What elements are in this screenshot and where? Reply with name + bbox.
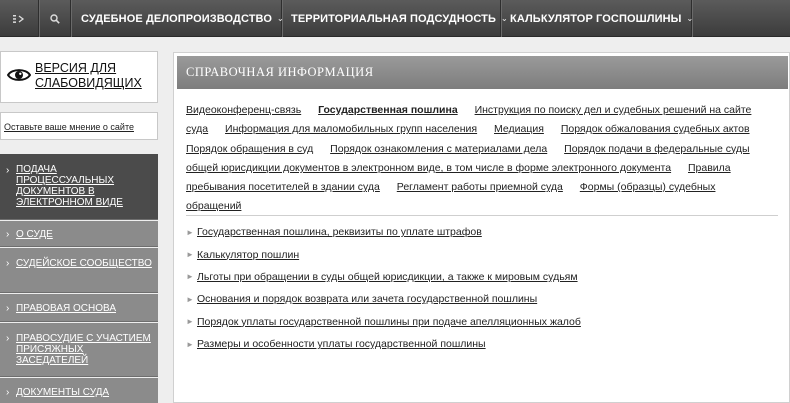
list-item <box>186 221 778 243</box>
top-navigation-bar <box>0 0 790 37</box>
document-link[interactable]: Порядок уплаты государственной пошлины при подаче апелляционных жалоб <box>197 315 581 328</box>
tag-cloud <box>186 101 776 217</box>
chevron-right-icon: › <box>6 387 10 398</box>
search-icon[interactable] <box>40 0 71 37</box>
tag-link[interactable]: Регламент работы приемной суда <box>396 181 563 194</box>
tag-link-active[interactable]: Государственная пошлина <box>318 104 458 116</box>
nav-court-proceedings-label: СУДЕБНОЕ ДЕЛОПРОИЗВОДСТВО <box>81 12 272 25</box>
triangle-bullet-icon: ► <box>186 250 194 260</box>
menu-toggle-icon-glyph <box>13 15 25 23</box>
chevron-down-icon: ⌄ <box>501 14 508 23</box>
triangle-bullet-icon: ► <box>186 294 194 304</box>
chevron-right-icon: › <box>6 229 10 240</box>
tag-link[interactable]: Порядок обращения в суд <box>186 142 314 155</box>
sidebar-item-judicial-community[interactable] <box>0 248 158 293</box>
visually-impaired-version-box[interactable] <box>0 51 158 103</box>
nav-territorial-jurisdiction[interactable] <box>283 0 508 37</box>
tag-link[interactable]: Медиация <box>494 123 544 136</box>
chevron-right-icon: › <box>6 333 10 344</box>
document-link-list <box>186 221 778 355</box>
document-link[interactable]: Основания и порядок возврата или зачета государственной пошлины <box>197 293 538 306</box>
triangle-bullet-icon: ► <box>186 339 194 349</box>
visually-impaired-version-link[interactable]: ВЕРСИЯ ДЛЯ СЛАБОВИДЯЩИХ <box>35 61 142 90</box>
chevron-down-icon: ⌄ <box>686 14 694 23</box>
sidebar-item-label: ПРАВОВАЯ ОСНОВА <box>16 303 116 314</box>
sidebar-item-jury-trial[interactable] <box>0 323 158 377</box>
feedback-box <box>0 112 158 140</box>
tag-link[interactable]: Правила пребывания посетителей в здании суда <box>186 161 731 194</box>
tag-link[interactable]: Формы (образцы) судебных обращений <box>186 181 716 213</box>
nav-court-proceedings[interactable] <box>72 0 282 37</box>
chevron-right-icon: › <box>6 165 10 176</box>
divider <box>186 215 778 216</box>
sidebar-item-label: ДОКУМЕНТЫ СУДА <box>16 387 110 398</box>
nav-duty-calculator[interactable] <box>502 0 692 37</box>
chevron-right-icon: › <box>6 303 10 314</box>
search-icon-glyph <box>50 14 60 24</box>
nav-territorial-jurisdiction-label: ТЕРРИТОРИАЛЬНАЯ ПОДСУДНОСТЬ <box>291 12 497 25</box>
sidebar-item-label: ПОДАЧА ПРОЦЕССУАЛЬНЫХ ДОКУМЕНТОВ В ЭЛЕКТРОННОМ ВИДЕ <box>16 164 123 208</box>
list-item <box>186 333 778 355</box>
chevron-down-icon: ⌄ <box>277 14 284 23</box>
list-item <box>186 243 778 265</box>
sidebar-item-legal-basis[interactable] <box>0 294 158 322</box>
triangle-bullet-icon: ► <box>186 227 194 237</box>
sidebar-item-court-documents[interactable] <box>0 378 158 403</box>
document-link[interactable]: Государственная пошлина, реквизиты по уплате штрафов <box>197 226 482 239</box>
sidebar-item-about-court[interactable] <box>0 221 158 247</box>
document-link[interactable]: Калькулятор пошлин <box>197 248 300 261</box>
list-item <box>186 311 778 333</box>
reference-info-panel <box>173 52 790 403</box>
eye-icon <box>7 67 31 83</box>
menu-toggle-icon[interactable] <box>0 0 39 37</box>
tag-link[interactable]: Информация для маломобильных групп населения <box>225 123 478 136</box>
triangle-bullet-icon: ► <box>186 272 194 282</box>
list-item <box>186 266 778 288</box>
panel-title: СПРАВОЧНАЯ ИНФОРМАЦИЯ <box>177 56 788 89</box>
sidebar-item-label: ПРАВОСУДИЕ С УЧАСТИЕМ ПРИСЯЖНЫХ ЗАСЕДАТЕЛЕЙ <box>16 333 151 366</box>
tag-link[interactable]: Порядок ознакомления с материалами дела <box>330 142 548 155</box>
tag-link[interactable]: Порядок обжалования судебных актов <box>560 123 750 136</box>
tag-link[interactable]: Видеоконференц-связь <box>186 104 302 116</box>
tag-link[interactable]: Порядок подачи в федеральные суды общей юрисдикции документов в электронном виде, в том числе в форме электронного документа <box>186 142 750 174</box>
document-link[interactable]: Размеры и особенности уплаты государственной пошлины <box>197 338 486 351</box>
chevron-right-icon: › <box>6 258 10 269</box>
document-link[interactable]: Льготы при обращении в суды общей юрисдикции, а также к мировым судьям <box>197 270 578 283</box>
sidebar-item-electronic-filing[interactable] <box>0 154 158 220</box>
tag-link[interactable]: Инструкция по поиску дел и судебных решений на сайте суда <box>186 104 752 136</box>
nav-duty-calculator-label: КАЛЬКУЛЯТОР ГОСПОШЛИНЫ <box>510 12 682 25</box>
sidebar-item-label: О СУДЕ <box>16 229 53 240</box>
sidebar-item-label: СУДЕЙСКОЕ СООБЩЕСТВО <box>16 258 152 269</box>
feedback-link[interactable]: Оставьте ваше мнение о сайте <box>4 122 134 132</box>
triangle-bullet-icon: ► <box>186 317 194 327</box>
list-item <box>186 288 778 310</box>
sidebar-menu <box>0 154 158 403</box>
